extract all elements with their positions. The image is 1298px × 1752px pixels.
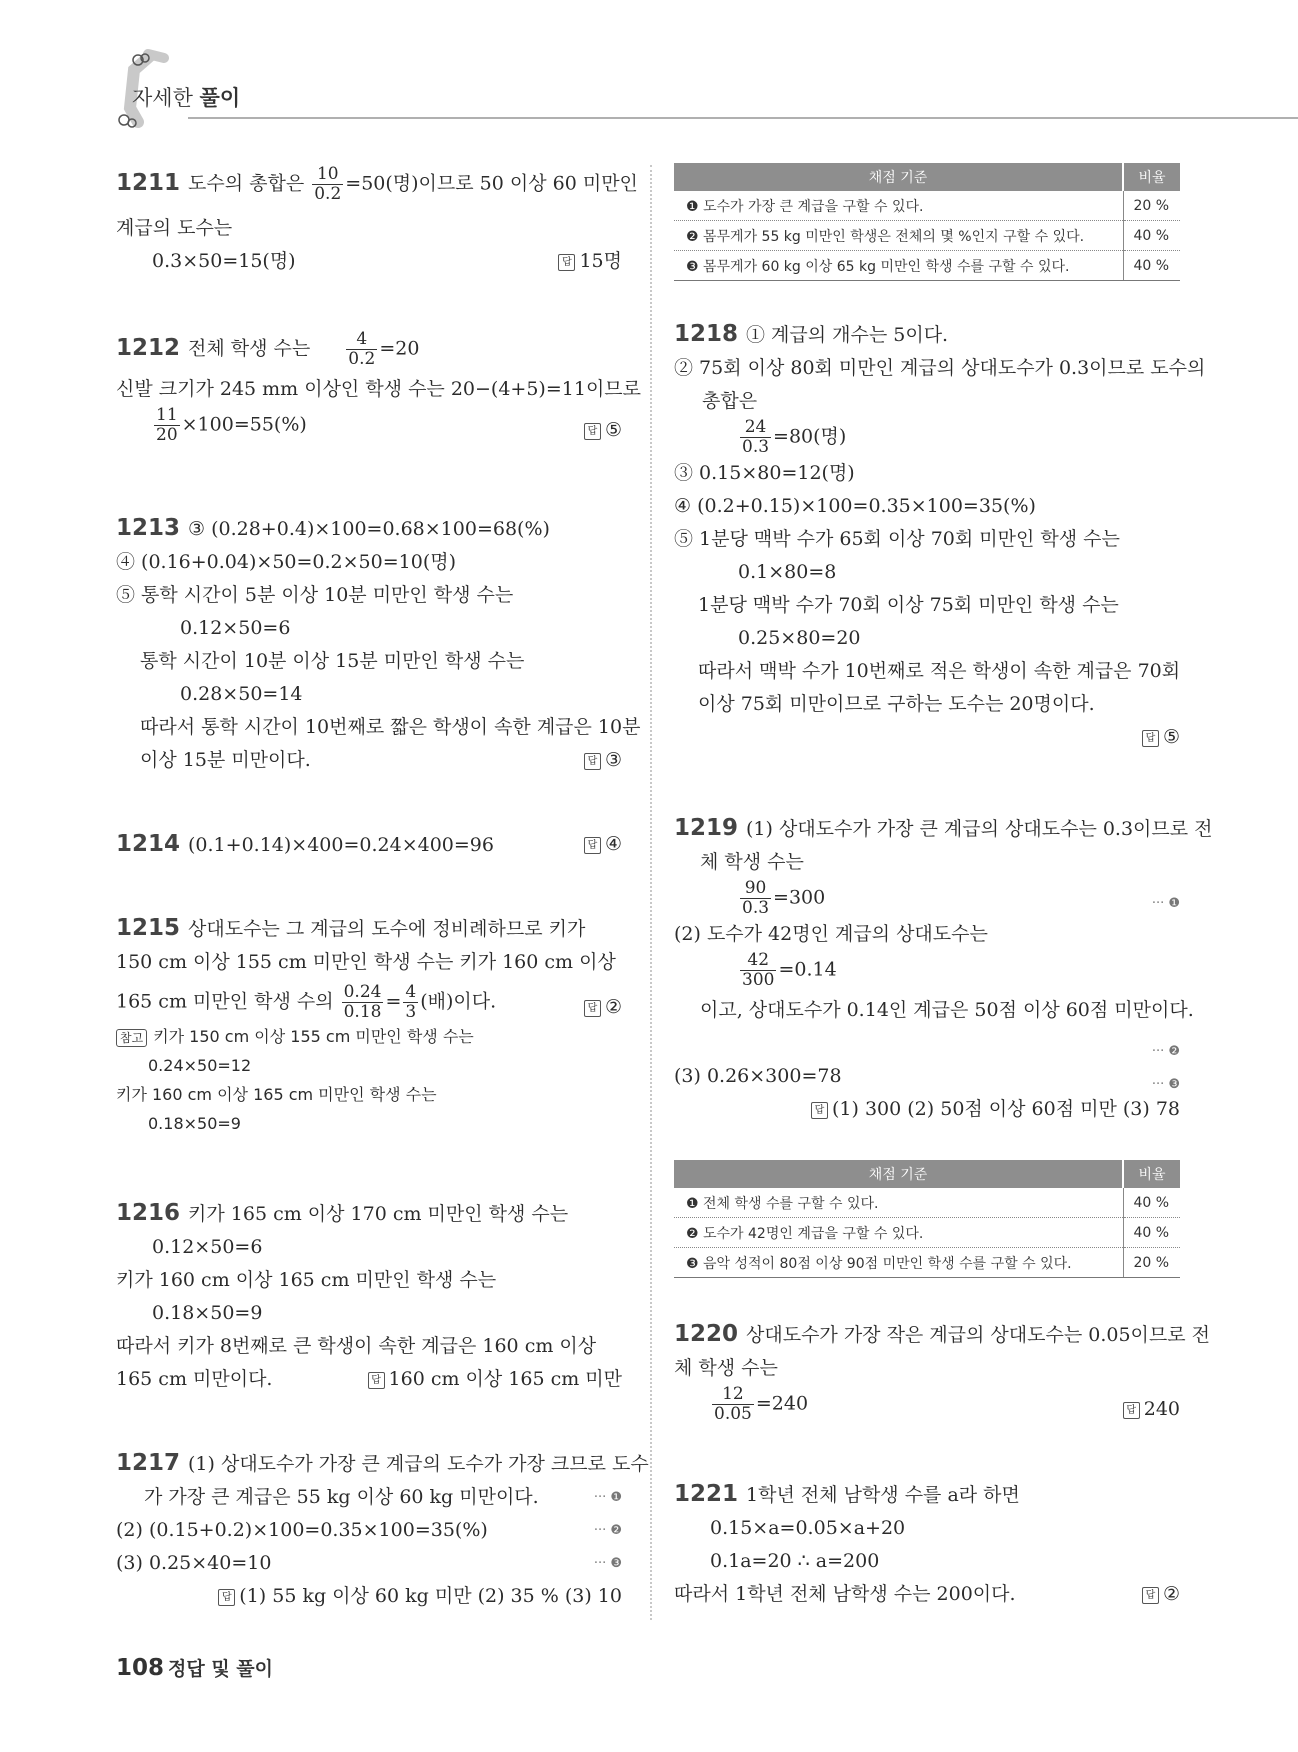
text-line: ③ 0.15×80=12(명) [674,462,855,484]
table-cell: 40 % [1123,221,1180,251]
table-cell: 40 % [1123,251,1180,281]
text-line: 0.18×50=9 [152,1302,263,1324]
answer [1142,721,1180,754]
table-cell: 20 % [1123,1248,1180,1278]
page-number: 108 [116,1655,165,1681]
table-header: 채점 기준 [674,163,1123,191]
numerator: 10 [312,165,343,185]
table-cell: ❸ 몸무게가 60 kg 이상 65 kg 미만인 학생 수를 구할 수 있다. [674,251,1123,281]
text-line: 150 cm 이상 155 cm 미만인 학생 수는 키가 160 cm 이상 [116,951,616,973]
header-title-main: 풀이 [199,86,241,110]
denominator: 20 [156,425,178,445]
text-line: =80(명) [773,425,847,448]
text-line: 전체 학생 수는 [188,337,311,360]
column-divider [650,165,652,1620]
text-line: 165 cm 미만이다. [116,1368,273,1390]
answer-mark-icon: 답 [584,753,601,770]
table-cell: ❸ 음악 성적이 80점 이상 90점 미만인 학생 수를 구할 수 있다. [674,1248,1123,1278]
problem-number: 1221 [674,1481,739,1507]
footer-label: 정답 및 풀이 [168,1658,274,1680]
table-cell: ❶ 전체 학생 수를 구할 수 있다. [674,1188,1123,1218]
fraction [712,1385,754,1424]
text-line: 165 cm 미만인 학생 수의 [116,990,334,1013]
grading-table-1219 [674,1160,1180,1278]
numerator: 24 [740,418,771,438]
text-line: =300 [773,886,826,909]
answer [584,828,622,861]
step-marker: ··· ❸ [593,1556,622,1571]
problem-number: 1216 [116,1200,181,1226]
text-line: ④ (0.2+0.15)×100=0.35×100=35(%) [674,495,1036,517]
fraction [403,983,418,1022]
problem-1214 [116,828,622,862]
table-cell: ❷ 몸무게가 55 kg 미만인 학생은 전체의 몇 %인지 구할 수 있다. [674,221,1123,251]
problem-number: 1215 [116,915,181,941]
problem-1220 [674,1318,1210,1424]
answer-value: ② [1162,1583,1180,1605]
text-line: ⑤ 통학 시간이 5분 이상 10분 미만인 학생 수는 [116,584,514,606]
answer-mark-icon: 답 [558,254,575,271]
numerator: 42 [740,951,776,971]
reference-note [116,1022,622,1138]
denominator: 0.3 [742,437,770,457]
text-line: 1학년 전체 남학생 수를 a라 하면 [746,1484,1020,1506]
problem-number: 1211 [116,169,181,196]
table-row [674,1188,1180,1218]
text-line: ⑤ 1분당 맥박 수가 65회 이상 70회 미만인 학생 수는 [674,528,1120,550]
fraction [342,983,384,1022]
problem-number: 1217 [116,1450,181,1476]
answer-value: 160 cm 이상 165 cm 미만 [388,1368,622,1390]
grading-table-1217 [674,163,1180,281]
problem-number: 1214 [116,831,181,857]
answer-value: ④ [604,833,622,855]
text-line: 도수의 총합은 [188,172,305,195]
numerator: 4 [405,982,417,1002]
answer-mark-icon: 답 [218,1589,235,1606]
text-line: 이상 75회 미만이므로 구하는 도수는 20명이다. [698,693,1095,715]
answer-value: ③ [604,749,622,771]
denominator: 0.2 [314,184,342,204]
text-line: 체 학생 수는 [674,1357,778,1379]
denominator: 0.2 [348,349,376,369]
text-line: =20 [379,337,420,360]
answer-value: 240 [1143,1398,1180,1420]
header-title [132,82,240,112]
problem-1217 [116,1447,649,1613]
text-line: 0.12×50=6 [152,1236,263,1258]
text-line: (배)이다. [420,990,497,1013]
text-line: 0.28×50=14 [180,683,303,705]
problem-number: 1218 [674,321,739,347]
answer [558,245,622,278]
numerator: 11 [156,405,178,425]
text-line: 체 학생 수는 [700,851,804,873]
step-marker: ··· ❶ [593,1490,622,1505]
text-line: 신발 크기가 245 mm 이상인 학생 수는 20−(4+5)=11이므로 [116,378,642,400]
answer-mark-icon: 답 [584,423,601,440]
text-line: 0.15×a=0.05×a+20 [710,1517,906,1539]
text-line: 통학 시간이 10분 이상 15분 미만인 학생 수는 [140,650,525,672]
problem-1211 [116,164,638,278]
answer-mark-icon: 답 [1123,1402,1140,1419]
step-marker: ··· ❷ [1151,1044,1180,1059]
answer [811,1093,1180,1126]
answer-mark-icon: 답 [1142,1587,1159,1604]
step-marker: ··· ❷ [593,1523,622,1538]
text-line: 키가 150 cm 이상 155 cm 미만인 학생 수는 [153,1027,474,1046]
numerator: 0.24 [343,982,382,1002]
problem-number: 1212 [116,334,181,361]
answer [368,1363,622,1396]
table-row [674,251,1180,281]
table-row [674,1248,1180,1278]
fraction [740,879,771,918]
text-line: 가 가장 큰 계급은 55 kg 이상 60 kg 미만이다. [144,1486,539,1508]
table-cell: 20 % [1123,191,1180,221]
header-rule [188,117,1298,119]
fraction [312,165,343,204]
denominator: 0.3 [742,898,770,918]
text-line: 계급의 도수는 [116,217,233,239]
table-row [674,1218,1180,1248]
denominator: 300 [742,970,775,990]
text-line: (1) 상대도수가 가장 큰 계급의 도수가 가장 크므로 도수 [188,1453,649,1475]
text-line: 0.12×50=6 [180,617,291,639]
text-line: 따라서 키가 8번째로 큰 학생이 속한 계급은 160 cm 이상 [116,1335,597,1357]
text-line: 1분당 맥박 수가 70회 이상 75회 미만인 학생 수는 [698,594,1119,616]
table-cell: 40 % [1123,1218,1180,1248]
answer-value: (1) 55 kg 이상 60 kg 미만 (2) 35 % (3) 10 [239,1585,622,1607]
answer-mark-icon: 답 [1142,730,1159,747]
text-line: (0.1+0.14)×400=0.24×400=96 [188,834,494,856]
step-marker: ··· ❶ [1151,896,1180,911]
problem-1215 [116,912,622,1138]
answer-value: 15명 [579,250,622,272]
fraction [154,406,180,445]
text-line: ① 계급의 개수는 5이다. [746,324,949,346]
table-cell: ❶ 도수가 가장 큰 계급을 구할 수 있다. [674,191,1123,221]
table-header: 비율 [1123,163,1180,191]
table-cell: ❷ 도수가 42명인 계급을 구할 수 있다. [674,1218,1123,1248]
table-cell: 40 % [1123,1188,1180,1218]
fraction [740,951,776,990]
note-tag: 참고 [116,1029,147,1047]
answer [584,991,622,1024]
step-marker: ··· ❸ [1151,1077,1180,1092]
text-line: 이상 15분 미만이다. [140,749,311,771]
numerator: 12 [712,1385,754,1405]
text-line: 이고, 상대도수가 0.14인 계급은 50점 이상 60점 미만이다. [700,999,1194,1021]
text-line: 0.1a=20 ∴ a=200 [710,1550,880,1572]
text-line: (2) (0.15+0.2)×100=0.35×100=35(%) [116,1519,488,1541]
problem-number: 1220 [674,1321,739,1347]
text-line: (1) 상대도수가 가장 큰 계급의 상대도수는 0.3이므로 전 [746,818,1213,840]
answer-mark-icon: 답 [811,1102,828,1119]
text-line: 상대도수는 그 계급의 도수에 정비례하므로 키가 [188,918,586,940]
answer [218,1580,622,1613]
text-line: 키가 165 cm 이상 170 cm 미만인 학생 수는 [188,1203,569,1225]
text-line: 상대도수가 가장 작은 계급의 상대도수는 0.05이므로 전 [746,1324,1210,1346]
text-line: 키가 160 cm 이상 165 cm 미만인 학생 수는 [116,1269,497,1291]
text-line: 따라서 맥박 수가 10번째로 적은 학생이 속한 계급은 70회 [698,660,1181,682]
text-line: 0.18×50=9 [148,1114,241,1133]
answer-mark-icon: 답 [584,1000,601,1017]
numerator: 4 [346,330,377,350]
numerator: 90 [740,879,771,899]
table-row [674,221,1180,251]
answer-value: ⑤ [1162,726,1180,748]
answer-value: (1) 300 (2) 50점 이상 60점 미만 (3) 78 [832,1098,1180,1120]
fraction [346,330,377,369]
answer [584,744,622,777]
answer-mark-icon: 답 [584,837,601,854]
answer [1142,1578,1180,1611]
text-line: ③ (0.28+0.4)×100=0.68×100=68(%) [188,518,550,540]
table-header: 비율 [1123,1160,1180,1188]
page-footer [116,1654,273,1681]
text-line: =240 [755,1392,809,1415]
text-line: 총합은 [702,390,758,412]
header-title-prefix: 자세한 [132,86,193,110]
fraction [740,418,771,457]
text-line: =50(명)이므로 50 이상 60 미만인 [345,172,638,195]
problem-1221 [674,1478,1180,1611]
denominator: 0.18 [343,1002,382,1022]
equals-sign: = [385,990,402,1013]
text-line: ×100=55(%) [181,413,307,436]
problem-1213 [116,512,641,777]
denominator: 3 [405,1002,417,1022]
problem-1219 [674,812,1213,1126]
text-line: =0.14 [778,958,837,981]
text-line: (3) 0.25×40=10 [116,1552,272,1574]
problem-1212 [116,329,642,445]
text-line: (3) 0.26×300=78 [674,1065,842,1087]
text-line: 0.1×80=8 [738,561,837,583]
text-line: ④ (0.16+0.04)×50=0.2×50=10(명) [116,551,456,573]
table-header: 채점 기준 [674,1160,1123,1188]
text-line: ② 75회 이상 80회 미만인 계급의 상대도수가 0.3이므로 도수의 [674,357,1206,379]
problem-1216 [116,1197,622,1396]
answer [1123,1393,1180,1426]
text-line: 0.25×80=20 [738,627,861,649]
text-line: 따라서 통학 시간이 10번째로 짧은 학생이 속한 계급은 10분 [140,716,641,738]
answer [584,414,622,447]
denominator: 0.05 [714,1404,752,1424]
problem-number: 1213 [116,515,181,541]
text-line: 0.24×50=12 [148,1056,252,1075]
text-line: (2) 도수가 42명인 계급의 상대도수는 [674,923,988,945]
answer-value: ② [604,996,622,1018]
text-line: 따라서 1학년 전체 남학생 수는 200이다. [674,1583,1016,1605]
text-line: 키가 160 cm 이상 165 cm 미만인 학생 수는 [116,1085,437,1104]
answer-mark-icon: 답 [368,1372,385,1389]
table-row [674,191,1180,221]
answer-value: ⑤ [604,419,622,441]
text-line: 0.3×50=15(명) [152,250,296,272]
problem-number: 1219 [674,815,739,841]
problem-1218 [674,318,1206,754]
